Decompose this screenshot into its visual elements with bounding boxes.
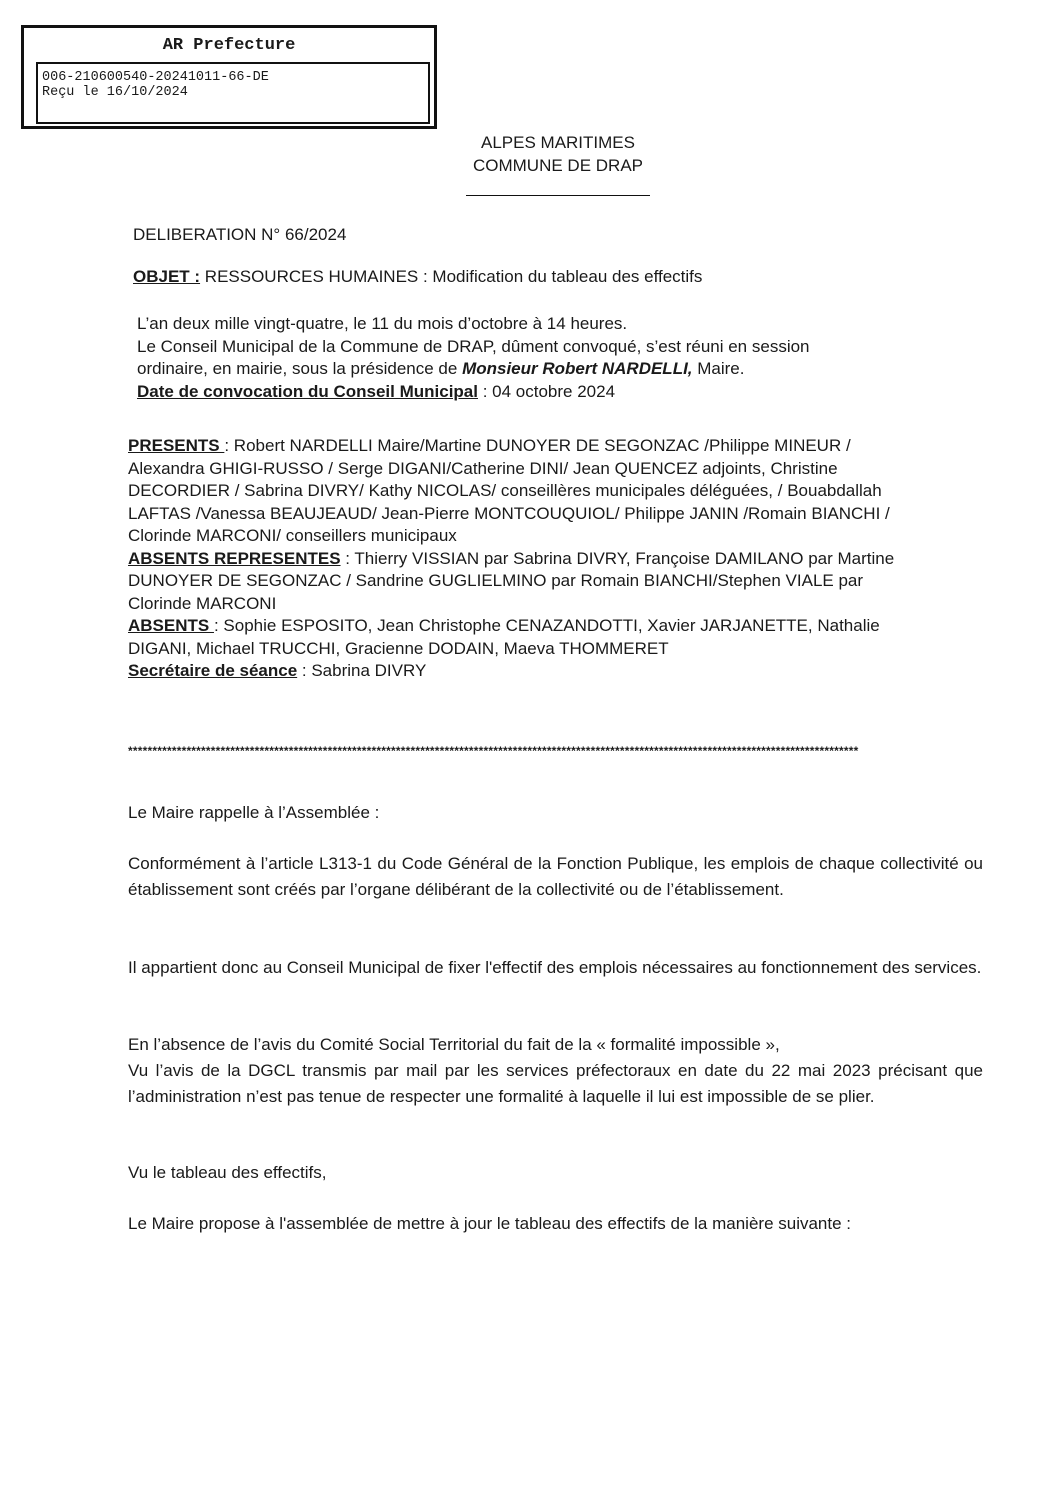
paragraph-effectif: Il appartient donc au Conseil Municipal de fixer l'effectif des emplois nécessaires au fonctionnement des services.	[128, 958, 982, 977]
paragraph-recall: Le Maire rappelle à l’Assemblée :	[128, 803, 380, 822]
presents-list: : Robert NARDELLI Maire/Martine DUNOYER DE SEGONZAC /Philippe MINEUR / Alexandra GHIGI-RUSSO / Serge DIGANI/Catherine DINI/ Jean QUENCEZ adjoints, Christine DECORDIER / Sabrina DIVRY/ Kathy NICOLAS/ conseillères municipales déléguées, / Bouabdallah LAFTAS /Vanessa BEAUJEAUD/ Jean-Pierre MONTCOUQUIOL/ Philippe JANIN /Romain BIANCHI / Clorinde MARCONI/ conseillers municipaux	[128, 436, 890, 545]
represented-paragraph	[128, 548, 928, 616]
convocation-date: : 04 octobre 2024	[478, 381, 616, 401]
president-suffix: Maire.	[692, 359, 745, 378]
president-name: Monsieur Robert NARDELLI,	[462, 359, 693, 378]
paragraph-dgcl: Vu l’avis de la DGCL transmis par mail par les services préfectoraux en date du 22 mai 2023 précisant que l’administration n’est pas tenue de respecter une formalité à laquelle il lui est impossible de se plier.	[128, 1061, 983, 1106]
session-intro	[137, 313, 937, 403]
paragraph-proposal: Le Maire propose à l'assemblée de mettre à jour le tableau des effectifs de la manière suivante :	[128, 1214, 852, 1233]
presents-label: PRESENTS	[128, 436, 225, 455]
stamp-title: AR Prefecture	[162, 36, 296, 55]
stamp-reference: 006-210600540-20241011-66-DE	[42, 70, 269, 85]
secretary-name: : Sabrina DIVRY	[297, 661, 427, 680]
absents-list: : Sophie ESPOSITO, Jean Christophe CENAZANDOTTI, Xavier JARJANETTE, Nathalie DIGANI, Michael TRUCCHI, Gracienne DODAIN, Maeva THOMMERET	[128, 616, 880, 658]
absents-paragraph	[128, 615, 928, 660]
attendance-block	[128, 435, 928, 683]
convocation-line	[137, 381, 937, 404]
paragraph-article: Conformément à l’article L313-1 du Code Général de la Fonction Publique, les emplois de chaque collectivité ou établissement sont créés par l’organe délibérant de la collectivité ou de l’établissement.	[128, 854, 983, 899]
paragraph-cst: En l’absence de l’avis du Comité Social Territorial du fait de la « formalité impossible »,	[128, 1035, 780, 1054]
objet-text: RESSOURCES HUMAINES : Modification du tableau des effectifs	[200, 267, 703, 286]
asterisk-separator: ******************************************************************************************************************************************************	[128, 744, 859, 758]
secretary-paragraph	[128, 660, 928, 683]
session-president-line	[137, 358, 937, 381]
prefecture-stamp	[21, 25, 437, 129]
objet-label: OBJET :	[133, 267, 201, 286]
commune-header	[400, 131, 716, 177]
stamp-received-date: Reçu le 16/10/2024	[42, 85, 188, 100]
deliberation-number: DELIBERATION N° 66/2024	[133, 225, 347, 244]
paragraph-tableau: Vu le tableau des effectifs,	[128, 1163, 327, 1182]
absents-label: ABSENTS	[128, 616, 214, 635]
department-name: ALPES MARITIMES	[481, 133, 635, 152]
commune-name: COMMUNE DE DRAP	[472, 156, 643, 175]
president-prefix: ordinaire, en mairie, sous la présidence de	[137, 359, 463, 378]
secretary-label: Secrétaire de séance	[128, 661, 298, 680]
deliberation-object	[133, 266, 893, 289]
header-rule	[466, 195, 650, 196]
convocation-label: Date de convocation du Conseil Municipal	[137, 381, 478, 401]
represented-label: ABSENTS REPRESENTES	[128, 548, 341, 568]
represented-list: : Thierry VISSIAN par Sabrina DIVRY, Françoise DAMILANO par Martine DUNOYER DE SEGONZAC / Sandrine GUGLIELMINO par Romain BIANCHI/Stephen VIALE par Clorinde MARCONI	[128, 548, 895, 613]
presents-paragraph	[128, 435, 928, 548]
stamp-reference-box	[36, 62, 430, 124]
session-date-line: L’an deux mille vingt-quatre, le 11 du mois d’octobre à 14 heures.	[137, 314, 628, 333]
session-convened-line: Le Conseil Municipal de la Commune de DRAP, dûment convoqué, s’est réuni en session	[137, 336, 810, 356]
